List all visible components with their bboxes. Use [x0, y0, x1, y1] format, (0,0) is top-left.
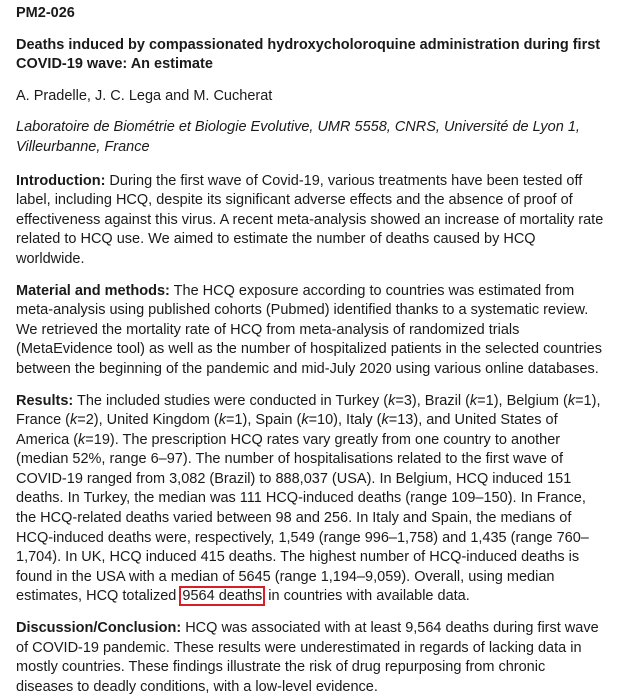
- k-symbol: k: [381, 412, 389, 429]
- methods-section: [16, 282, 604, 380]
- discussion-section: [16, 619, 604, 697]
- k-symbol: k: [567, 392, 576, 409]
- results-text: =10), Italy (: [308, 412, 382, 429]
- k-symbol: k: [78, 431, 86, 448]
- introduction-label: Introduction:: [16, 172, 106, 189]
- results-text: =19). The prescription HCQ rates vary greatly from one country to another (median 52%, range 6–97). The number of hospitalisations related to the first wave of COVID-19 ranged from 3,082 (Brazil) to 888,037 (USA). In Belgium, HCQ induced 151 deaths. In Turkey, the median was 111 HCQ-induced deaths (range 109–150). In France, the HCQ-related deaths varied between 98 and 256. In Italy and Spain, the medians of HCQ-induced deaths were, respectively, 1,549 (range 996–1,758) and 1,435 (range 760–1,704). In UK, HCQ induced 415 deaths. The highest number of HCQ-induced deaths is found in the USA with a median of 5645 (range 1,194–9,059). Overall, using median estimates, HCQ totalized: [16, 431, 589, 605]
- k-symbol: k: [70, 412, 78, 429]
- abstract-title: Deaths induced by compassionated hydroxycholoroquine administration during first COVID-19 wave: An estimate: [16, 36, 601, 73]
- results-label: Results:: [16, 392, 74, 409]
- results-text: =1), Spain (: [225, 412, 302, 429]
- authors: A. Pradelle, J. C. Lega and M. Cucherat: [16, 87, 273, 104]
- discussion-label: Discussion/Conclusion:: [16, 620, 182, 637]
- results-text: The included studies were conducted in Turkey (: [73, 392, 389, 409]
- results-text-end: in countries with available data.: [264, 588, 470, 605]
- introduction-text: During the first wave of Covid-19, various treatments have been tested off label, including HCQ, despite its significant adverse effects and the absence of proof of effectiveness against this virus. A recent meta-analysis showed an increase of mortality rate related to HCQ use. We aimed to estimate the number of deaths caused by HCQ worldwide.: [16, 172, 604, 267]
- results-section: [16, 392, 604, 608]
- discussion-text: HCQ was associated with at least 9,564 deaths during first wave of COVID-19 pandemic. These results were underestimated in regards of lacking data in mostly countries. These findings illustrate the risk of drug repurposing from chronic diseases to deadly conditions, with a low-level evidence.: [16, 620, 599, 695]
- methods-label: Material and methods:: [16, 282, 170, 299]
- results-text: =1), Belgium (: [477, 392, 568, 409]
- results-text: =2), United Kingdom (: [77, 412, 219, 429]
- affiliation: Laboratoire de Biométrie et Biologie Evolutive, UMR 5558, CNRS, Université de Lyon 1, Villeurbanne, France: [16, 119, 580, 155]
- methods-text: The HCQ exposure according to countries was estimated from meta-analysis using published cohorts (Pubmed) identified thanks to a systematic review. We retrieved the mortality rate of HCQ from meta-analysis of randomized trials (MetaEvidence tool) as well as the number of hospitalized patients in the selected countries between the beginning of the pandemic and mid-July 2020 using various online databases.: [16, 282, 602, 377]
- results-text: =3), Brazil (: [395, 392, 470, 409]
- k-symbol: k: [218, 412, 226, 429]
- introduction-section: [16, 172, 604, 270]
- k-symbol: k: [388, 392, 396, 409]
- highlighted-deaths-total: 9564 deaths: [179, 586, 265, 606]
- results-text: =1), France (: [16, 392, 601, 429]
- k-symbol: k: [301, 412, 309, 429]
- k-symbol: k: [469, 392, 478, 409]
- abstract-code: PM2-026: [16, 5, 75, 21]
- results-text: =13), and United States of America (: [16, 412, 558, 448]
